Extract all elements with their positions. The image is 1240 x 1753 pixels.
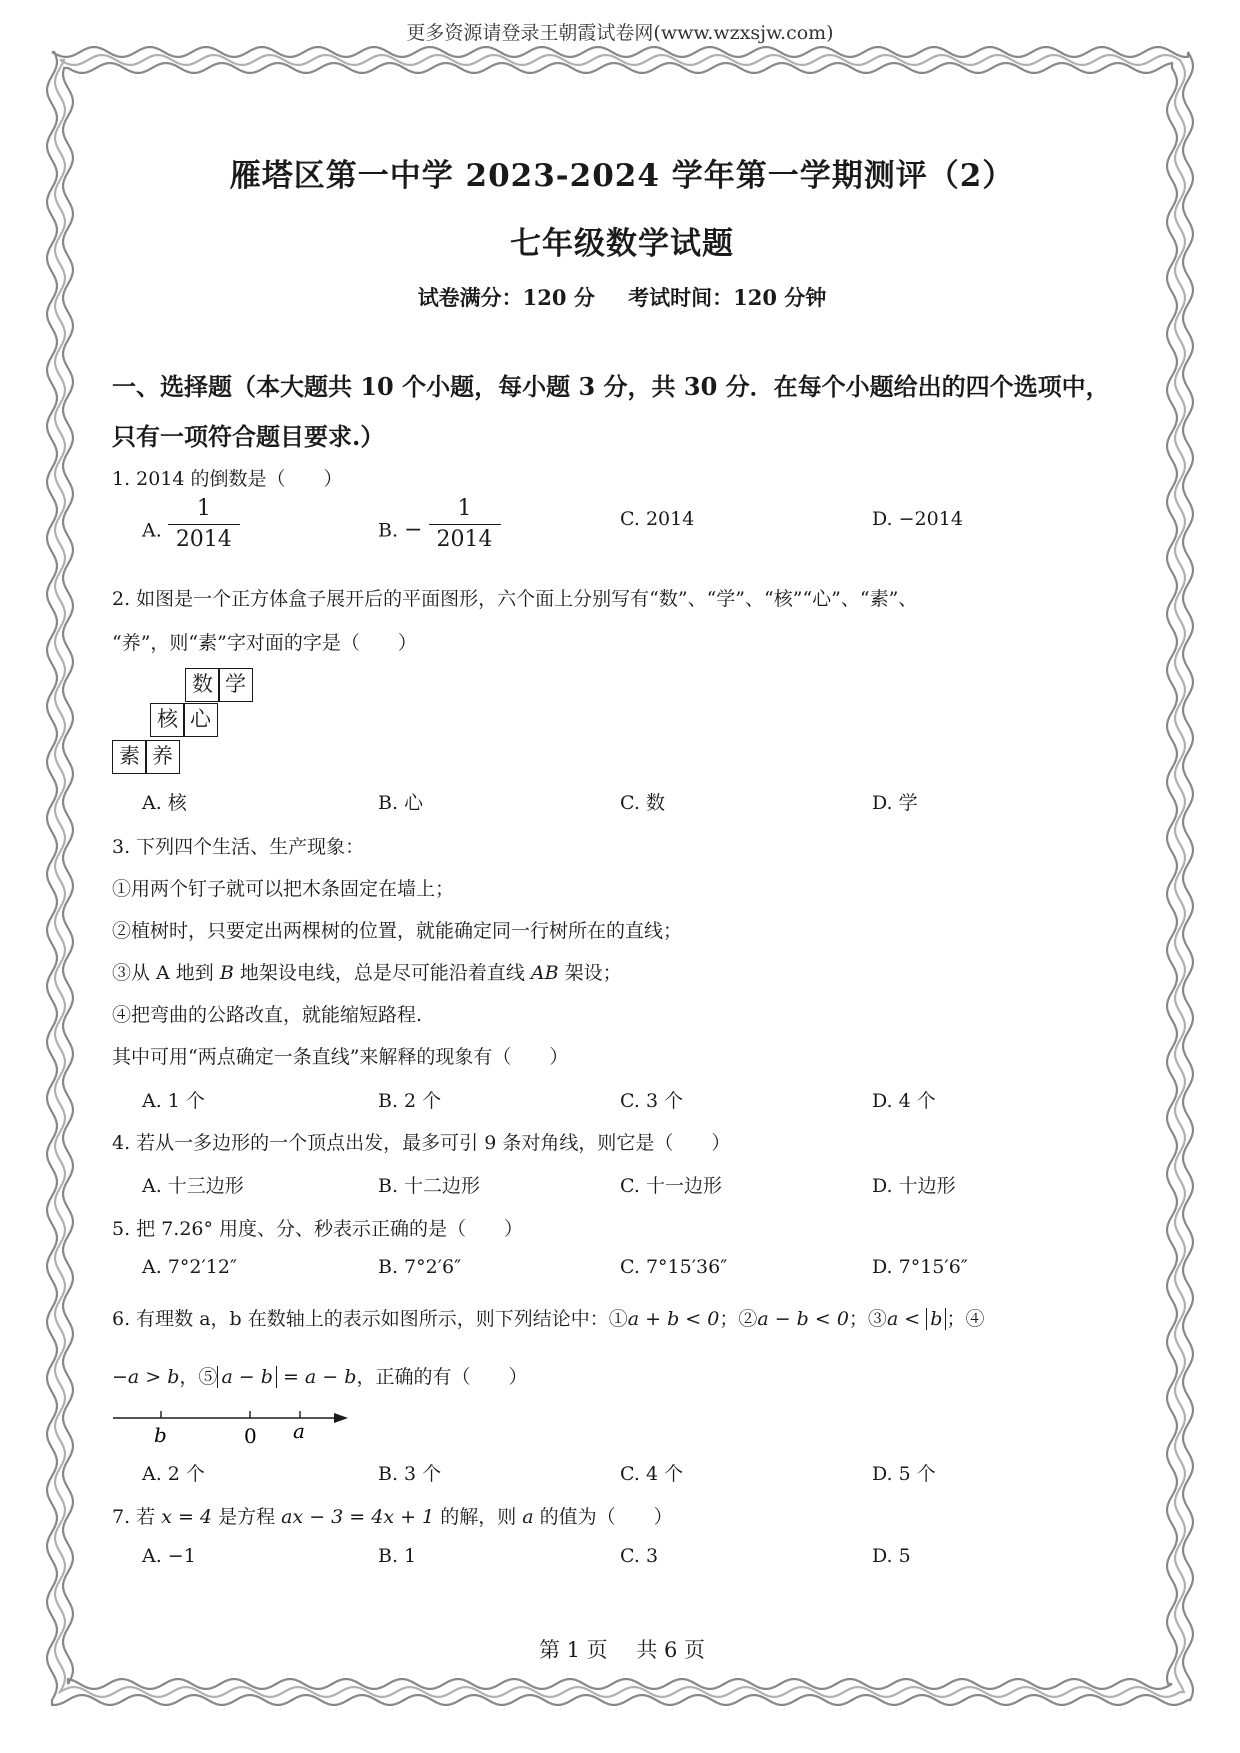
q1-option-b[interactable]: B. − $\frac{1}{2014}$ — [378, 508, 501, 555]
axis-label-zero: 0 — [244, 1424, 257, 1448]
question-3-stem: 3. 下列四个生活、生产现象： — [112, 836, 365, 858]
net-cell: 核 — [150, 703, 185, 737]
q1-option-c[interactable]: C. 2014 — [620, 508, 695, 530]
question-2-stem-line-1: 2. 如图是一个正方体盒子展开后的平面图形，六个面上分别写有“数”、“学”、“核”“心”、“素”、 — [112, 588, 918, 610]
net-cell: 心 — [183, 703, 218, 737]
exam-time: 考试时间：120 分钟 — [628, 285, 827, 310]
q2-option-b[interactable]: B. 心 — [378, 792, 424, 814]
exam-title: 雁塔区第一中学 2023-2024 学年第一学期测评（2） — [229, 158, 1015, 194]
question-1-stem: 1. 2014 的倒数是（ ） — [112, 468, 343, 490]
q3-option-c[interactable]: C. 3 个 — [620, 1090, 684, 1112]
q3-option-a[interactable]: A. 1 个 — [142, 1090, 205, 1112]
question-3-item-1: ①用两个钉子就可以把木条固定在墙上； — [112, 878, 455, 900]
question-5-stem: 5. 把 7.26° 用度、分、秒表示正确的是（ ） — [112, 1218, 524, 1240]
fraction: $\frac{1}{2014}$ — [429, 494, 501, 555]
page-footer — [112, 1634, 1132, 1664]
q1-option-d[interactable]: D. −2014 — [872, 508, 963, 530]
question-7-options — [142, 1545, 1102, 1575]
q6-option-a[interactable]: A. 2 个 — [142, 1463, 205, 1485]
page-total: 共 6 页 — [636, 1638, 706, 1662]
q3-option-b[interactable]: B. 2 个 — [378, 1090, 442, 1112]
net-cell: 素 — [112, 740, 147, 774]
section-line-1: 一、选择题（本大题共 10 个小题，每小题 3 分，共 30 分．在每个小题给出的四个选项中， — [112, 372, 1110, 401]
axis-arrow-icon — [334, 1413, 348, 1423]
section-heading — [112, 362, 1122, 462]
section-line-2: 只有一项符合题目要求.） — [112, 422, 385, 451]
full-score: 试卷满分：120 分 — [417, 285, 595, 310]
q4-option-b[interactable]: B. 十二边形 — [378, 1175, 481, 1197]
q2-option-a[interactable]: A. 核 — [142, 792, 187, 814]
question-1-options — [142, 496, 1102, 552]
q2-option-c[interactable]: C. 数 — [620, 792, 665, 814]
q4-option-d[interactable]: D. 十边形 — [872, 1175, 956, 1197]
net-cell: 数 — [185, 668, 220, 702]
question-7-stem: 7. 若 x = 4 是方程 ax − 3 = 4x + 1 的解，则 a 的值为（ ） — [112, 1506, 673, 1528]
watermark-text: 更多资源请登录王朝霞试卷网(www.wzxsjw.com) — [406, 22, 834, 44]
question-3-item-3: ③从 A 地到 B 地架设电线，总是尽可能沿着直线 AB 架设； — [112, 962, 622, 984]
q5-option-d[interactable]: D. 7°15′6″ — [872, 1256, 968, 1278]
q6-option-d[interactable]: D. 5 个 — [872, 1463, 936, 1485]
q3-option-d[interactable]: D. 4 个 — [872, 1090, 936, 1112]
question-3-item-2: ②植树时，只要定出两棵树的位置，就能确定同一行树所在的直线； — [112, 920, 683, 942]
question-4-stem: 4. 若从一多边形的一个顶点出发，最多可引 9 条对角线，则它是（ ） — [112, 1132, 731, 1154]
question-5-options — [142, 1256, 1102, 1286]
net-cell: 学 — [218, 668, 253, 702]
question-3-item-4: ④把弯曲的公路改直，就能缩短路程. — [112, 1004, 423, 1026]
q7-option-a[interactable]: A. −1 — [142, 1545, 196, 1567]
question-2-options — [142, 788, 1102, 818]
question-6-stem-line-1: 6. 有理数 a，b 在数轴上的表示如图所示，则下列结论中：①a + b < 0；②a − b < 0；③a < b ；④ — [112, 1308, 985, 1330]
q5-option-a[interactable]: A. 7°2′12″ — [142, 1256, 238, 1278]
fraction: $\frac{1}{2014}$ — [168, 494, 240, 555]
question-6-options — [142, 1459, 1102, 1489]
exam-meta — [112, 282, 1132, 312]
question-3-options — [142, 1086, 1102, 1116]
q7-option-d[interactable]: D. 5 — [872, 1545, 911, 1567]
question-3-question: 其中可用“两点确定一条直线”来解释的现象有（ ） — [112, 1046, 569, 1068]
q7-option-c[interactable]: C. 3 — [620, 1545, 659, 1567]
number-line-figure — [112, 1408, 352, 1448]
page-number: 第 1 页 — [538, 1638, 608, 1662]
exam-subtitle: 七年级数学试题 — [510, 226, 734, 262]
q4-option-a[interactable]: A. 十三边形 — [142, 1175, 244, 1197]
question-4-options — [142, 1171, 1102, 1201]
cube-net-figure — [112, 668, 262, 778]
question-6-stem-line-2: −a > b，⑤ a − b = a − b，正确的有（ ） — [112, 1366, 528, 1388]
q5-option-c[interactable]: C. 7°15′36″ — [620, 1256, 728, 1278]
q2-option-d[interactable]: D. 学 — [872, 792, 918, 814]
question-2-stem-line-2: “养”，则“素”字对面的字是（ ） — [112, 632, 417, 654]
q1-option-a[interactable]: A. $\frac{1}{2014}$ — [142, 508, 240, 555]
q6-option-b[interactable]: B. 3 个 — [378, 1463, 442, 1485]
axis-label-b: b — [154, 1423, 167, 1447]
q7-option-b[interactable]: B. 1 — [378, 1545, 417, 1567]
q6-option-c[interactable]: C. 4 个 — [620, 1463, 684, 1485]
net-cell: 养 — [145, 740, 180, 774]
q4-option-c[interactable]: C. 十一边形 — [620, 1175, 722, 1197]
q5-option-b[interactable]: B. 7°2′6″ — [378, 1256, 462, 1278]
axis-label-a: a — [293, 1419, 305, 1443]
